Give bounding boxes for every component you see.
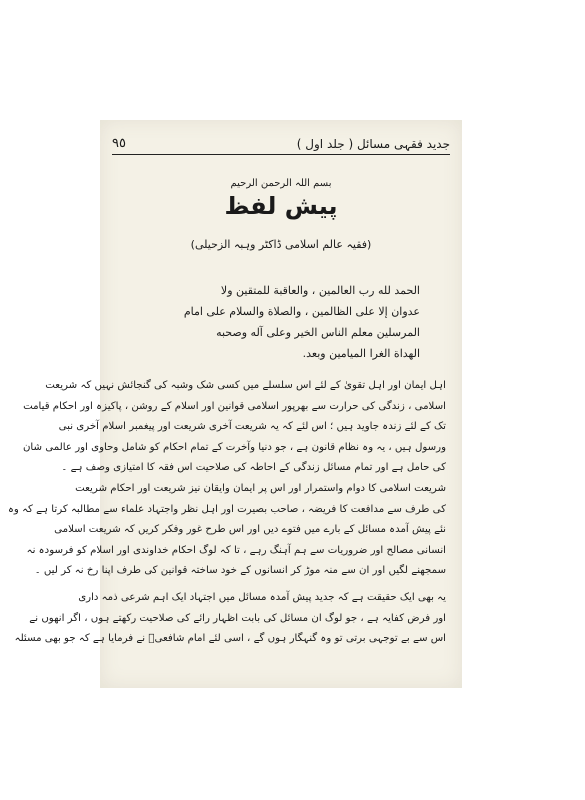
text-line: شریعت اسلامی کا دوام واستمرار اور اس پر ایمان وایقان نیز شریعت اور احکام شریعت [75,482,446,494]
page-number: ٩٥ [112,136,126,151]
bismillah-calligraphy: بسم اللہ الرحمن الرحیم [230,178,332,189]
text-line: انسانی مصالح اور ضروریات سے ہم آہنگ رہے ، تا کہ لوگ احکام خداوندی اور اسلام کو فرسودہ نہ [26,544,446,556]
text-line: تک کے لئے زندہ جاوید ہیں ؛ اس لئے کہ یہ شریعت آخری شریعت اور پیغمبر اسلام آخری نبی [58,421,446,433]
arabic-opening-paragraph [146,280,420,364]
text-line: اسلامی ، زندگی کی حرارت سے بھرپور اسلامی قوانین اور اسلام کے روشن ، پاکیزہ اور احکام قیامت [23,400,446,412]
urdu-body-text [7,376,446,650]
text-line: سمجھنے لگیں اور ان سے منہ موڑ کر انسانوں کے خود ساختہ قوانین کی طرف اپنا رخ نہ کر لیں ۔ [34,565,446,577]
page-title: پیش لفظ [224,192,338,220]
text-line: اس سے بے توجہی برتی تو وہ گنہگار ہوں گے ، اسی لئے امام شافعیؒ نے فرمایا ہے کہ جو بھی مسئلہ [14,633,446,645]
text-line: نئے پیش آمدہ مسائل کے بارے میں فتوے دیں اور اس طرح غور وفکر کریں کہ شریعت اسلامی [54,524,446,536]
author-subtitle: (فقیہ عالم اسلامی ڈاکٹر وہبہ الزحیلی) [190,238,372,251]
text-line: کی طرف سے مدافعت کا فریضہ ، صاحب بصیرت اور اہل نظر واجتہاد علماء سے مطالبہ کرتا ہے کہ وہ [7,503,446,515]
arabic-line: المرسلين معلم الناس الخير وعلى آله وصحبه [216,326,420,339]
text-line: اور فرض کفایہ ہے ، جو لوگ ان مسائل کی بابت اظہار رائے کی صلاحیت رکھتے ہوں ، اگر انھوں نے [29,612,446,624]
text-line: اہل ایمان اور اہل تقویٰ کے لئے اس سلسلے میں کسی شک وشبہ کی گنجائش نہیں کہ شریعت [45,380,446,391]
arabic-line: الهداة الغرا الميامين وبعد. [302,347,420,360]
arabic-line: عدوان إلا على الظالمين ، والصلاة والسلام على امام [183,305,420,318]
arabic-line: الحمد لله رب العالمين ، والعاقبة للمتقين ولا [220,284,420,297]
text-line: کی حامل ہے اور تمام مسائل زندگی کے احاطہ کی صلاحیت اس فقہ کا امتیازی وصف ہے ۔ [61,462,446,474]
text-line: ورسول ہیں ، یہ وہ نظام قانون ہے ، جو دنیا وآخرت کے تمام احکام کو شامل وحاوی اور عالمی شان [22,441,446,453]
page-header [112,128,450,155]
text-line: یہ بھی ایک حقیقت ہے کہ جدید پیش آمدہ مسائل میں اجتہاد ایک اہم شرعی ذمہ داری [78,591,446,603]
running-title: جدید فقہی مسائل ( جلد اول ) [296,137,450,151]
book-page [7,120,462,688]
